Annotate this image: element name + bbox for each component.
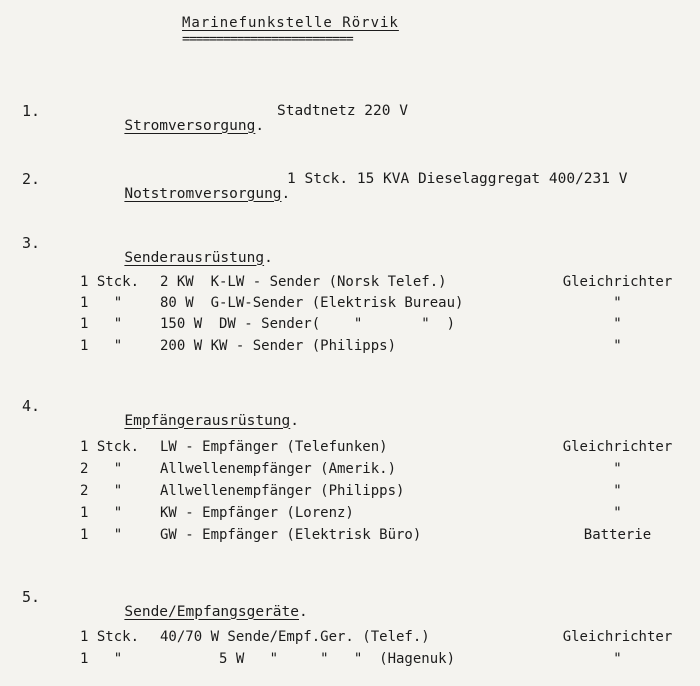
table-row-qty: 2 " (80, 483, 123, 499)
table-row-supply: " (613, 461, 622, 477)
section-number: 4. (22, 397, 41, 415)
table-row-supply: " (613, 505, 622, 521)
table-row-qty: 1 Stck. (80, 274, 140, 290)
table-row-qty: 1 " (80, 505, 123, 521)
section-heading-period: . (290, 412, 299, 429)
table-row-desc: 150 W DW - Sender( " " ) (160, 316, 456, 332)
table-row-qty: 1 " (80, 316, 123, 332)
table-row-supply: Gleichrichter (562, 274, 673, 290)
table-row-qty: 1 " (80, 295, 123, 311)
table-row-qty: 1 Stck. (80, 439, 140, 455)
table-row-desc: 5 W " " " (Hagenuk) (160, 651, 456, 667)
table-row-desc: LW - Empfänger (Telefunken) (160, 439, 388, 455)
table-row-desc: 80 W G-LW-Sender (Elektrisk Bureau) (160, 295, 464, 311)
table-row-qty: 1 Stck. (80, 629, 140, 645)
section-heading-period: . (264, 249, 273, 266)
table-row-supply: " (613, 295, 622, 311)
section-heading-period: . (299, 603, 308, 620)
section-heading: Empfängerausrüstung (124, 412, 291, 429)
section-detail: 1 Stck. 15 KVA Dieselaggregat 400/231 V (287, 171, 628, 187)
table-row-desc: 40/70 W Sende/Empf.Ger. (Telef.) (160, 629, 430, 645)
table-row-supply: " (613, 483, 622, 499)
section-heading: Stromversorgung (124, 117, 256, 134)
table-row-supply: Gleichrichter (562, 439, 673, 455)
section-heading-period: . (281, 185, 291, 202)
table-row-supply: " (613, 316, 622, 332)
table-row-desc: Allwellenempfänger (Amerik.) (160, 461, 397, 477)
section-number: 2. (22, 170, 41, 188)
table-row-desc: 2 KW K-LW - Sender (Norsk Telef.) (160, 274, 447, 290)
section-heading: Notstromversorgung (124, 185, 282, 202)
table-row-qty: 1 " (80, 338, 123, 354)
section-detail: Stadtnetz 220 V (277, 103, 408, 119)
section-heading-period: . (255, 117, 265, 134)
section-number: 3. (22, 234, 41, 252)
table-row-supply: Gleichrichter (562, 629, 673, 645)
table-row-desc: GW - Empfänger (Elektrisk Büro) (160, 527, 422, 543)
table-row-qty: 1 " (80, 651, 123, 667)
section-heading: Sende/Empfangsgeräte (124, 603, 299, 620)
title-double-rule: ========================= (182, 32, 353, 47)
table-row-qty: 2 " (80, 461, 123, 477)
table-row-desc: KW - Empfänger (Lorenz) (160, 505, 354, 521)
table-row-qty: 1 " (80, 527, 123, 543)
table-row-desc: Allwellenempfänger (Philipps) (160, 483, 405, 499)
table-row-desc: 200 W KW - Sender (Philipps) (160, 338, 397, 354)
section-number: 1. (22, 102, 41, 120)
table-row-supply: " (613, 651, 622, 667)
section-heading: Senderausrüstung (124, 249, 265, 266)
table-row-supply: Batterie (583, 527, 652, 543)
section-number: 5. (22, 588, 41, 606)
document-title: Marinefunkstelle Rörvik (182, 15, 399, 31)
table-row-supply: " (613, 338, 622, 354)
